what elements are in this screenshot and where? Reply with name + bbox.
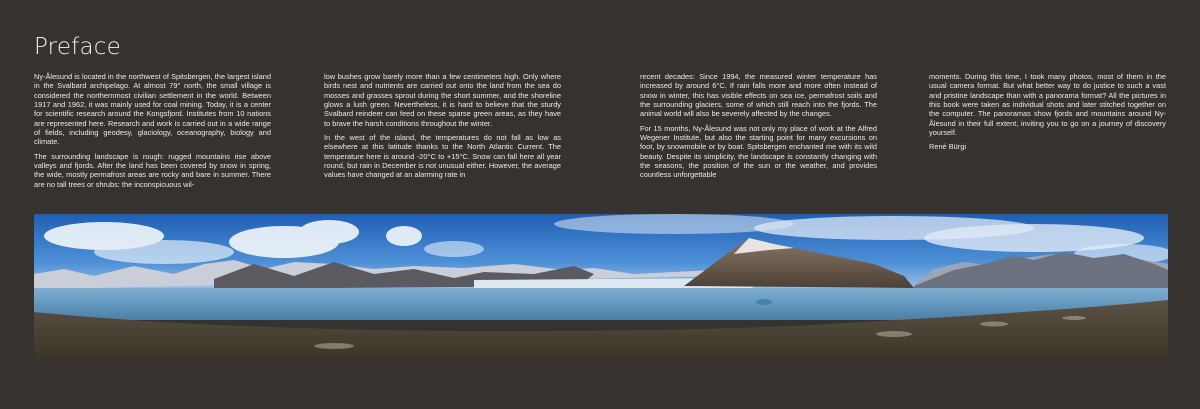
paragraph: low bushes grow barely more than a few centimeters high. Only where birds nest and nutrients are carried out onto the land from the sea do mosses and grasses sprout during the short summer, and the shoreline glows a lush green. Nevertheless, it is hard to believe that the sturdy Svalbard reindeer can feed on these sparse green areas, as they have to brave the harsh conditions throughout the winter.: [324, 72, 561, 128]
text-column-3: [640, 72, 877, 185]
text-column-4: [929, 72, 1166, 157]
paragraph: In the west of the island, the temperatures do not fall as low as elsewhere at this latitude thanks to the North Atlantic Current. The temperature here is around -20°C to +15°C. Snow can fall here all year round, but rain in December is not unusual either. However, the average values have changed at an alarming rate in: [324, 133, 561, 180]
paragraph: For 15 months, Ny-Ålesund was not only my place of work at the Alfred Wegener Institute, but also the starting point for many excursions on foot, by snowmobile or by boat. Spitsbergen enchanted me with its wild beauty. Despite its simplicity, the landscape is constantly changing with the seasons, the position of the sun or the weather, and provides countless unforgettable: [640, 123, 877, 180]
text-column-1: [34, 72, 271, 194]
author-signature: René Bürgi: [929, 142, 966, 152]
paragraph: Ny-Ålesund is located in the northwest of Spitsbergen, the largest island in the Svalbard archipelago. At almost 79° north, the small village is considered the northernmost civilian settlement in the world. Between 1917 and 1962, it was mainly used for coal mining. Today, it is a center for scientific research around the Kongsfjord. Institutes from 10 nations are represented here. Research and work is carried out in a wide range of fields, including geodesy, glaciology, oceanography, biology and climate.: [34, 72, 271, 147]
text-column-2: [324, 72, 561, 185]
paragraph: The surrounding landscape is rough: rugged mountains rise above valleys and fjords. After the land has been covered by snow in spring, the wide, mostly permafrost areas are rocky and bare in summer. There are no tall trees or shrubs: the inconspicuous wil-: [34, 151, 271, 189]
paragraph: moments. During this time, I took many photos, most of them in the usual camera format. But what better way to do justice to such a vast and pristine landscape than with a panorama format? All the pictures in this book were taken as individual shots and later stitched together on the computer. The panoramas show fjords and mountains around Ny-Ålesund in their full extent, inviting you to go on a journey of discovery yourself.: [929, 72, 1166, 138]
paragraph: recent decades: Since 1994, the measured winter temperature has increased by around 6°C. If rain falls more and more often instead of snow in winter, this has visible effects on sea ice, permafrost soils and the surrounding glaciers, some of which still reach into the fjords. The animal world will also be severely affected by the changes.: [640, 72, 877, 119]
page-title: Preface: [34, 34, 121, 60]
panorama-photo: [34, 214, 1168, 362]
iceberg: [756, 299, 772, 305]
